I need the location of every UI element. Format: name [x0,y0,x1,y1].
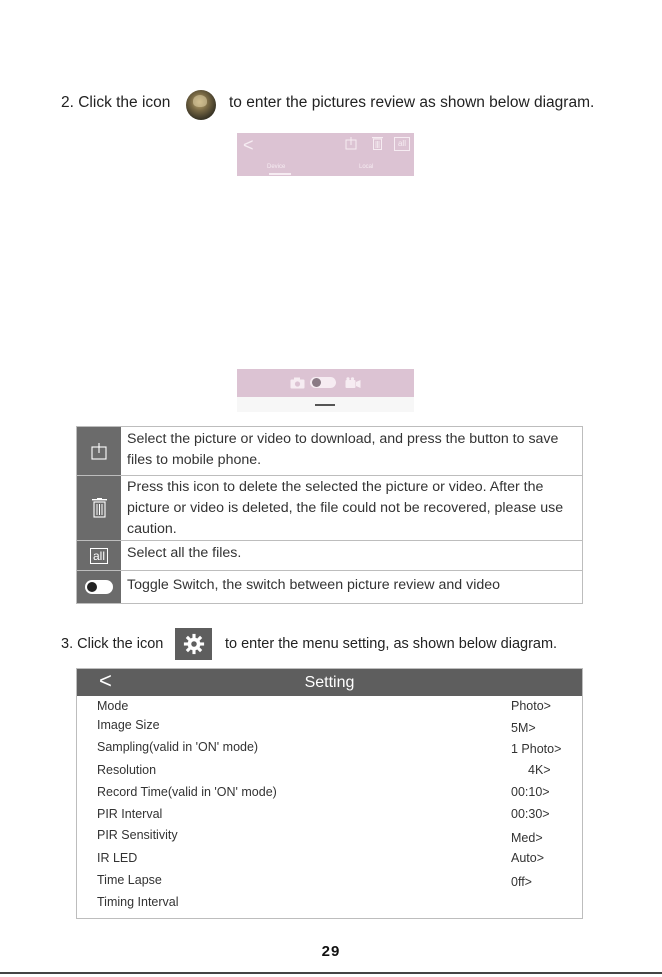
tab-device-underline [269,173,291,175]
setting-label-timing-interval: Timing Interval [97,895,179,909]
settings-panel [76,668,583,919]
setting-label-image-size: Image Size [97,718,160,732]
trash-icon[interactable] [372,136,383,150]
download-icon[interactable] [345,137,357,150]
photo-review-icon [186,90,216,120]
gear-icon [183,633,205,655]
camera-icon[interactable] [290,377,305,389]
setting-value-pir-interval[interactable]: 00:30> [511,807,550,821]
trash-icon [92,498,107,518]
review-toolbar [237,133,414,176]
setting-label-time-lapse: Time Lapse [97,873,162,887]
download-description: Select the picture or video to download, and press the button to save files to mobile phone. [127,431,559,468]
page-number: 29 [321,943,341,960]
setting-label-sampling: Sampling(valid in 'ON' mode) [97,740,259,754]
home-indicator [315,404,335,406]
setting-label-resolution: Resolution [97,763,157,777]
setting-label-mode: Mode [97,699,129,713]
setting-value-sampling[interactable]: 1 Photo> [511,742,562,756]
review-toggle[interactable] [310,377,336,388]
step2-prefix: 2. Click the icon [61,94,171,111]
setting-label-pir-sensitivity: PIR Sensitivity [97,828,178,842]
settings-header [77,669,582,696]
select-all-icon: all [90,548,108,564]
review-bottom-strip [237,397,414,412]
legend-row-icon-cell [77,476,121,540]
settings-title: Setting [304,674,355,691]
toggle-description: Toggle Switch, the switch between picture review and video [127,577,501,593]
select-all-description: Select all the files. [127,545,242,561]
legend-row-icon-cell [77,571,121,603]
select-all-icon[interactable]: all [394,137,410,151]
setting-label-ir-led: IR LED [97,851,138,865]
setting-value-resolution[interactable]: 4K> [528,763,551,777]
setting-label-pir-interval: PIR Interval [97,807,163,821]
trash-description: Press this icon to delete the selected the picture or video. After the picture or video is deleted, the file could not be recovered, please use caution. [127,479,564,537]
back-icon[interactable]: < [243,135,254,155]
step3-prefix: 3. Click the icon [61,636,164,652]
settings-icon-box [175,628,212,660]
page-bottom-rule [0,972,662,974]
icon-legend-table [76,426,583,604]
review-mode-bar [237,369,414,397]
video-camera-icon[interactable] [345,377,361,389]
setting-value-record-time[interactable]: 00:10> [511,785,550,799]
step3-suffix: to enter the menu setting, as shown below diagram. [225,636,558,652]
legend-row-icon-cell [77,427,121,475]
settings-back-icon[interactable]: < [99,668,112,693]
tab-device[interactable]: Device [267,164,286,170]
setting-value-time-lapse[interactable]: 0ff> [511,875,532,889]
step2-suffix: to enter the pictures review as shown below diagram. [229,94,595,111]
setting-value-pir-sensitivity[interactable]: Med> [511,831,543,845]
setting-value-ir-led[interactable]: Auto> [511,851,545,865]
setting-value-image-size[interactable]: 5M> [511,721,536,735]
setting-label-record-time: Record Time(valid in 'ON' mode) [97,785,277,799]
tab-local[interactable]: Local [359,164,374,170]
setting-value-mode[interactable]: Photo> [511,699,551,713]
legend-row-icon-cell [77,541,121,570]
toggle-switch-icon [85,580,113,594]
download-icon [91,443,107,460]
